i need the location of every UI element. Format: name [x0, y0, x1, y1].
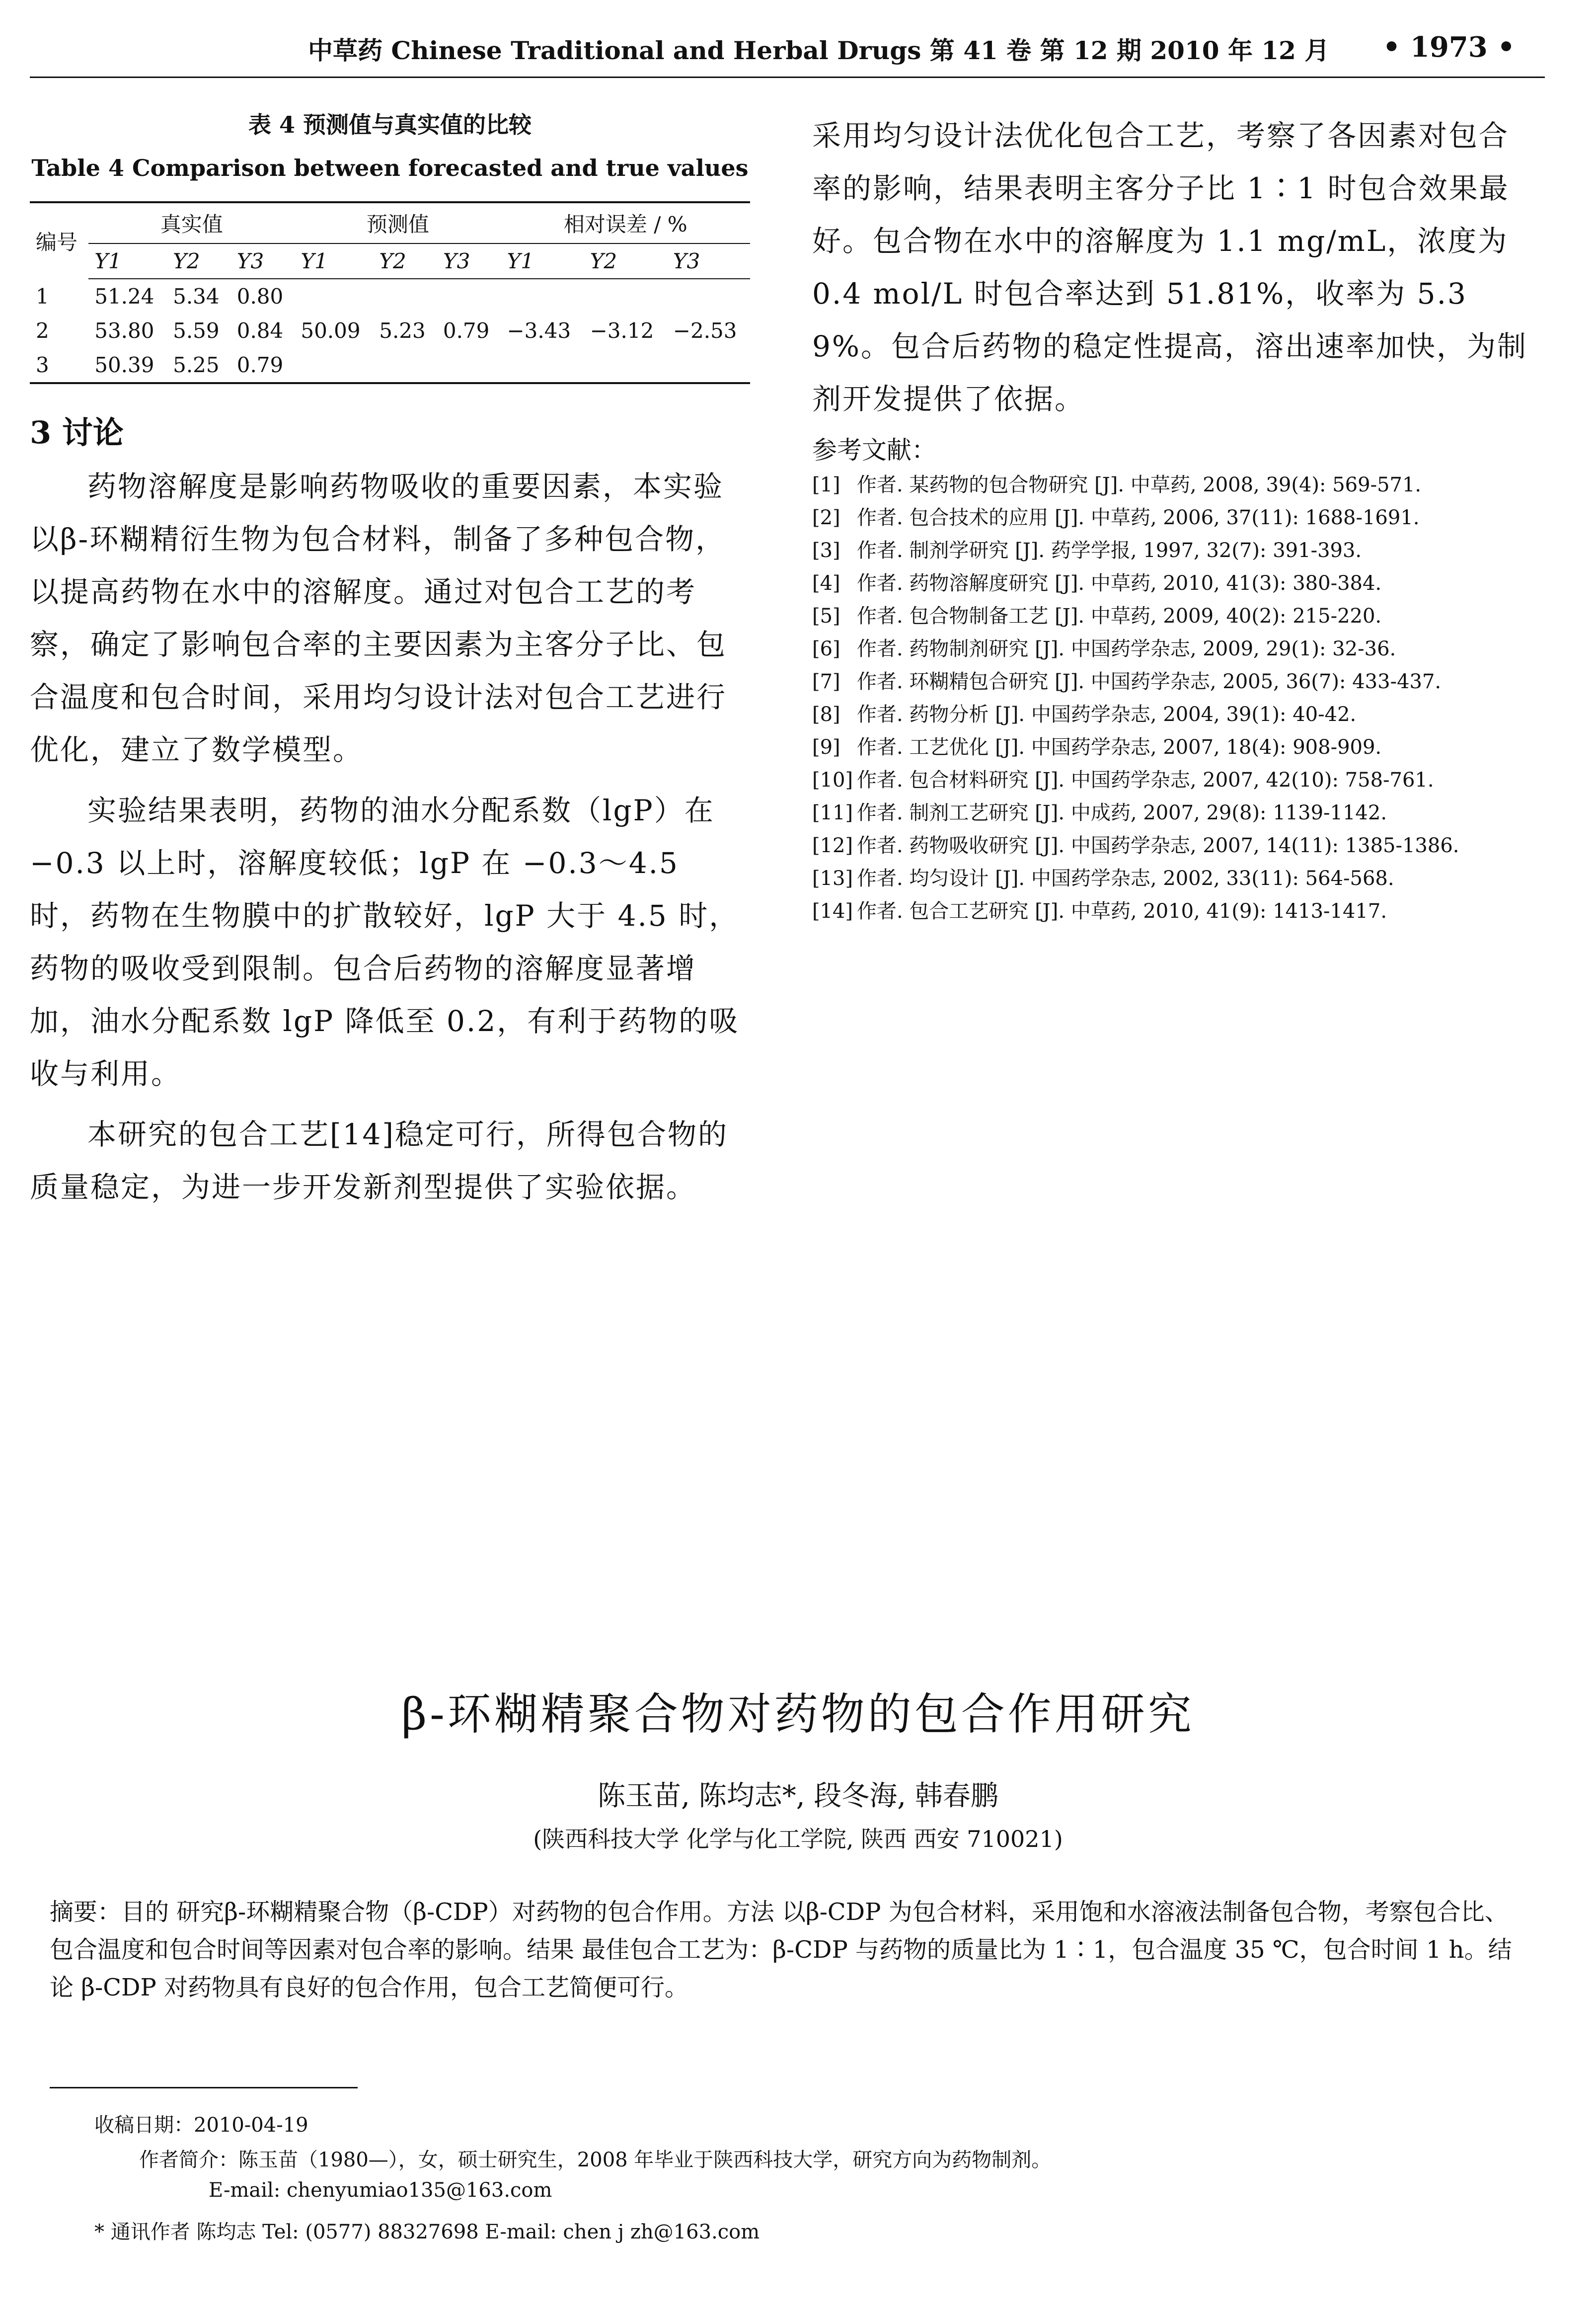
reference-item	[812, 701, 1532, 728]
reference-number: [7]	[812, 670, 840, 693]
reference-item	[812, 897, 1532, 925]
article-authors: 陈玉苗, 陈均志*, 段冬海, 韩春鹏	[598, 1780, 998, 1812]
page-header	[30, 31, 1545, 76]
table-group-true: 真实值	[88, 202, 295, 243]
reference-number: [14]	[812, 900, 853, 923]
reference-item	[812, 537, 1532, 564]
reference-item	[812, 635, 1532, 663]
journal-title: 中草药 Chinese Traditional and Herbal Drugs 第 41 卷 第 12 期 2010 年 12 月	[308, 36, 1330, 65]
article-title: β-环糊精聚合物对药物的包合作用研究	[401, 1688, 1195, 1740]
reference-number: [9]	[812, 736, 840, 759]
reference-number: [2]	[812, 506, 840, 529]
section-heading: 3 讨论	[30, 414, 124, 451]
reference-number: [12]	[812, 834, 853, 857]
table-cell	[501, 348, 584, 383]
table-cell: 0.80	[236, 284, 284, 309]
table-cell: 0.79	[443, 319, 490, 343]
reference-text: 作者. 药物制剂研究 [J]. 中国药学杂志, 2009, 29(1): 32-36.	[857, 638, 1396, 660]
table-cell: 5.25	[167, 348, 231, 383]
reference-item	[812, 602, 1532, 630]
reference-number: [10]	[812, 769, 853, 792]
reference-text: 作者. 包合材料研究 [J]. 中国药学杂志, 2007, 42(10): 758-761.	[857, 769, 1434, 792]
footnote-received: 收稿日期：2010-04-19	[94, 2114, 308, 2137]
table-cell: 53.80	[94, 319, 154, 343]
table-cell: 2	[36, 319, 49, 343]
comparison-table	[30, 201, 750, 384]
table-header-row	[30, 202, 750, 243]
article-abstract: 摘要：目的 研究β-环糊精聚合物（β-CDP）对药物的包合作用。方法 以β-CDP 为包合材料，采用饱和水溶液法制备包合物，考察包合比、包合温度和包合时间等因素对包合率的影响。结果 最佳包合工艺为：β-CDP 与药物的质量比为 1∶1，包合温度 35 ℃，包合时间 1 h。结论 β-CDP 对药物具有良好的包合作用，包合工艺简便可行。	[50, 1898, 1512, 2001]
reference-item	[812, 471, 1532, 499]
reference-item	[812, 766, 1532, 794]
table-subhead: Y1	[295, 243, 373, 279]
reference-number: [11]	[812, 801, 853, 824]
reference-number: [5]	[812, 605, 840, 628]
reference-text: 作者. 包合技术的应用 [J]. 中草药, 2006, 37(11): 1688-1691.	[857, 506, 1420, 529]
reference-item	[812, 504, 1532, 532]
reference-number: [8]	[812, 703, 840, 726]
table-cell: 1	[36, 284, 49, 309]
body-paragraph: 采用均匀设计法优化包合工艺，考察了各因素对包合率的影响，结果表明主客分子比 1∶1 时包合效果最好。包合物在水中的溶解度为 1.1 mg/mL，浓度为 0.4 mol/L 时包合率达到 51.81%，收率为 5.39%。包合后药物的稳定性提高，溶出速率加快，为制剂开发提供了依据。	[812, 119, 1528, 416]
reference-text: 作者. 药物分析 [J]. 中国药学杂志, 2004, 39(1): 40-42.	[857, 703, 1357, 726]
table-cell	[667, 348, 750, 383]
table-subhead: Y1	[501, 243, 584, 279]
table-subhead: Y2	[584, 243, 667, 279]
reference-item	[812, 668, 1532, 696]
footnote-rule	[50, 2087, 358, 2088]
table-cell: 50.39	[88, 348, 167, 383]
table-subhead: Y2	[373, 243, 437, 279]
table-cell: 0.84	[236, 319, 284, 343]
references-heading: 参考文献：	[812, 436, 936, 465]
footnote-email: E-mail: chenyumiao135@163.com	[209, 2179, 552, 2202]
table-cell	[373, 348, 437, 383]
reference-item	[812, 832, 1532, 860]
table-cell	[501, 279, 584, 314]
header-rule	[30, 77, 1545, 78]
footnote-corresponding: * 通讯作者 陈均志 Tel: (0577) 88327698 E-mail: chen j zh@163.com	[94, 2221, 760, 2243]
reference-number: [1]	[812, 474, 840, 496]
table-cell	[437, 279, 501, 314]
table-subhead: Y3	[231, 243, 295, 279]
table-head-no: 编号	[30, 202, 88, 279]
table-cell	[584, 279, 667, 314]
table-cell	[437, 348, 501, 383]
table-group-error: 相对误差 / %	[501, 202, 750, 243]
article-affiliation: (陕西科技大学 化学与化工学院, 陕西 西安 710021)	[533, 1826, 1063, 1852]
table-cell: −3.43	[507, 319, 571, 343]
table-cell	[373, 279, 437, 314]
table-cell	[667, 279, 750, 314]
table-group-forecast: 预测值	[295, 202, 501, 243]
reference-item	[812, 865, 1532, 892]
reference-number: [4]	[812, 572, 840, 595]
body-paragraph: 药物溶解度是影响药物吸收的重要因素，本实验以β-环糊精衍生物为包合材料，制备了多种包合物，以提高药物在水中的溶解度。通过对包合工艺的考察，确定了影响包合率的主要因素为主客分子比、包合温度和包合时间，采用均匀设计法对包合工艺进行优化，建立了数学模型。	[30, 470, 727, 767]
table-row	[30, 348, 750, 383]
table-cell: −2.53	[673, 319, 737, 343]
table-cell: 5.59	[173, 319, 220, 343]
reference-list	[812, 471, 1532, 925]
table-cell	[295, 348, 373, 383]
reference-text: 作者. 工艺优化 [J]. 中国药学杂志, 2007, 18(4): 908-909.	[857, 736, 1382, 759]
table-cell: 51.24	[94, 284, 154, 309]
reference-text: 作者. 均匀设计 [J]. 中国药学杂志, 2002, 33(11): 564-568.	[857, 867, 1394, 890]
reference-item	[812, 569, 1532, 597]
table-cell: 50.09	[301, 319, 361, 343]
table-cell: 5.23	[379, 319, 426, 343]
page-number: • 1973 •	[1382, 31, 1515, 64]
reference-text: 作者. 某药物的包合物研究 [J]. 中草药, 2008, 39(4): 569-571.	[857, 474, 1422, 496]
table-cell	[295, 279, 373, 314]
right-column	[812, 109, 1532, 930]
reference-text: 作者. 包合物制备工艺 [J]. 中草药, 2009, 40(2): 215-220.	[857, 605, 1382, 628]
table-subheader-row	[30, 243, 750, 279]
table-subhead: Y2	[167, 243, 231, 279]
table-cell: −3.12	[590, 319, 654, 343]
table-caption-en: Table 4 Comparison between forecasted and true values	[31, 155, 749, 181]
left-column	[30, 107, 750, 1213]
reference-text: 作者. 药物吸收研究 [J]. 中国药学杂志, 2007, 14(11): 1385-1386.	[857, 834, 1459, 857]
reference-item	[812, 799, 1532, 827]
table-subhead: Y1	[88, 243, 167, 279]
body-paragraph: 实验结果表明，药物的油水分配系数（lgP）在 −0.3 以上时，溶解度较低；lgP 在 −0.3～4.5 时，药物在生物膜中的扩散较好，lgP 大于 4.5 时，药物的吸收受到限制。包合后药物的溶解度显著增加，油水分配系数 lgP 降低至 0.2，有利于药物的吸收与利用。	[30, 794, 740, 1091]
body-paragraph: 本研究的包合工艺[14]稳定可行，所得包合物的质量稳定，为进一步开发新剂型提供了实验依据。	[30, 1117, 729, 1204]
reference-number: [6]	[812, 638, 840, 660]
table-row	[30, 279, 750, 314]
reference-number: [3]	[812, 539, 840, 562]
reference-item	[812, 733, 1532, 761]
reference-text: 作者. 制剂工艺研究 [J]. 中成药, 2007, 29(8): 1139-1142.	[857, 801, 1387, 824]
table-caption-cn: 表 4 预测值与真实值的比较	[248, 111, 532, 138]
table-cell: 5.34	[173, 284, 220, 309]
table-subhead: Y3	[437, 243, 501, 279]
reference-text: 作者. 环糊精包合研究 [J]. 中国药学杂志, 2005, 36(7): 433-437.	[857, 670, 1442, 693]
table-cell	[584, 348, 667, 383]
footnote-author: 作者简介：陈玉苗（1980—），女，硕士研究生，2008 年毕业于陕西科技大学，研究方向为药物制剂。	[139, 2149, 1052, 2171]
reference-number: [13]	[812, 867, 853, 890]
table-cell: 0.79	[231, 348, 295, 383]
reference-text: 作者. 包合工艺研究 [J]. 中草药, 2010, 41(9): 1413-1417.	[857, 900, 1387, 923]
reference-text: 作者. 药物溶解度研究 [J]. 中草药, 2010, 41(3): 380-384.	[857, 572, 1382, 595]
table-cell: 3	[30, 348, 88, 383]
reference-text: 作者. 制剂学研究 [J]. 药学学报, 1997, 32(7): 391-393.	[857, 539, 1362, 562]
table-subhead: Y3	[667, 243, 750, 279]
table-row	[30, 314, 750, 348]
